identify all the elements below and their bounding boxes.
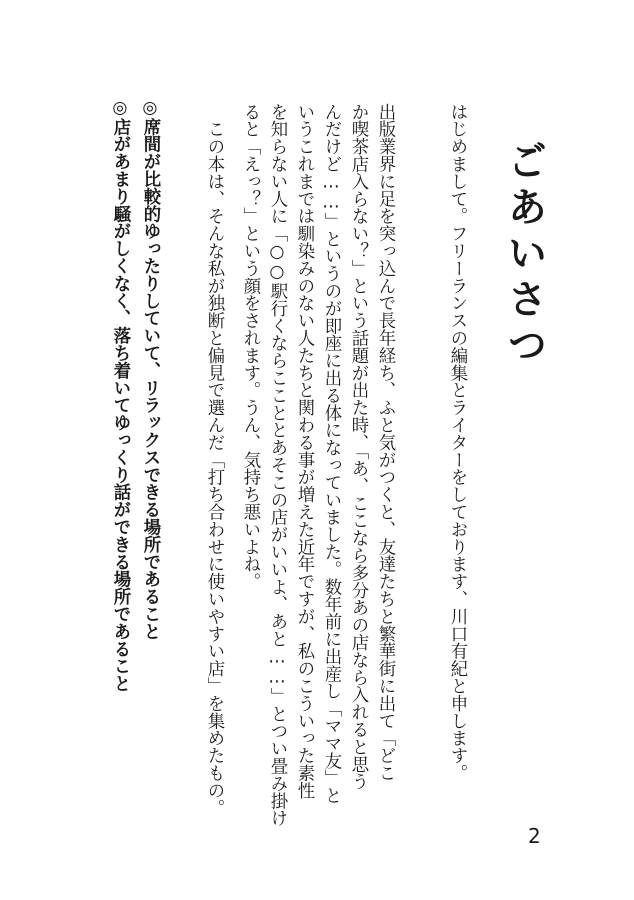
text-line: 出版業界に足を突っ込んで長年経ち、ふと気がつくと、友達たちと繁華街に出て「どこ — [375, 103, 395, 782]
page-title: ごあいさつ — [501, 140, 547, 370]
list-item: ◎店があまり騒がしくなく、落ち着いてゆっくり話ができる場所であること — [110, 98, 130, 693]
text-line: この本は、そんな私が独断と偏見で選んだ「打ち合わせに使いやすい店」を集めたもの。 — [204, 103, 224, 817]
purpose-paragraph — [200, 103, 227, 817]
criteria-list — [105, 98, 165, 738]
text-line: いうこれまでは馴染みのない人たちと関わる事が増えた近年ですが、私のこういった素性 — [294, 103, 314, 799]
text-line: ると「えっ？」という顔をされます。うん、気持ち悪いよね。 — [240, 103, 260, 591]
intro-paragraph — [443, 103, 470, 782]
text-line: はじめまして。フリーランスの編集とライターをしております、川口有紀と申します。 — [447, 103, 467, 782]
text-line: か喫茶店入らない？」という話題が出た時、「あ、ここなら多分あの店なら入れると思う — [348, 103, 368, 791]
page-number: 2 — [528, 824, 541, 848]
list-item: ◎席間が比較的ゆったりしていて、リラックスできる場所であること — [140, 98, 160, 640]
text-line: を知らない人に「○○駅行くならここととあそこの店がいいよ、あと……」とつい畳み掛け — [267, 103, 287, 827]
background-paragraph — [236, 103, 398, 827]
text-line: んだけど……」というのが即座に出る体になっていました。数年前に出産し「ママ友」と — [321, 103, 341, 805]
